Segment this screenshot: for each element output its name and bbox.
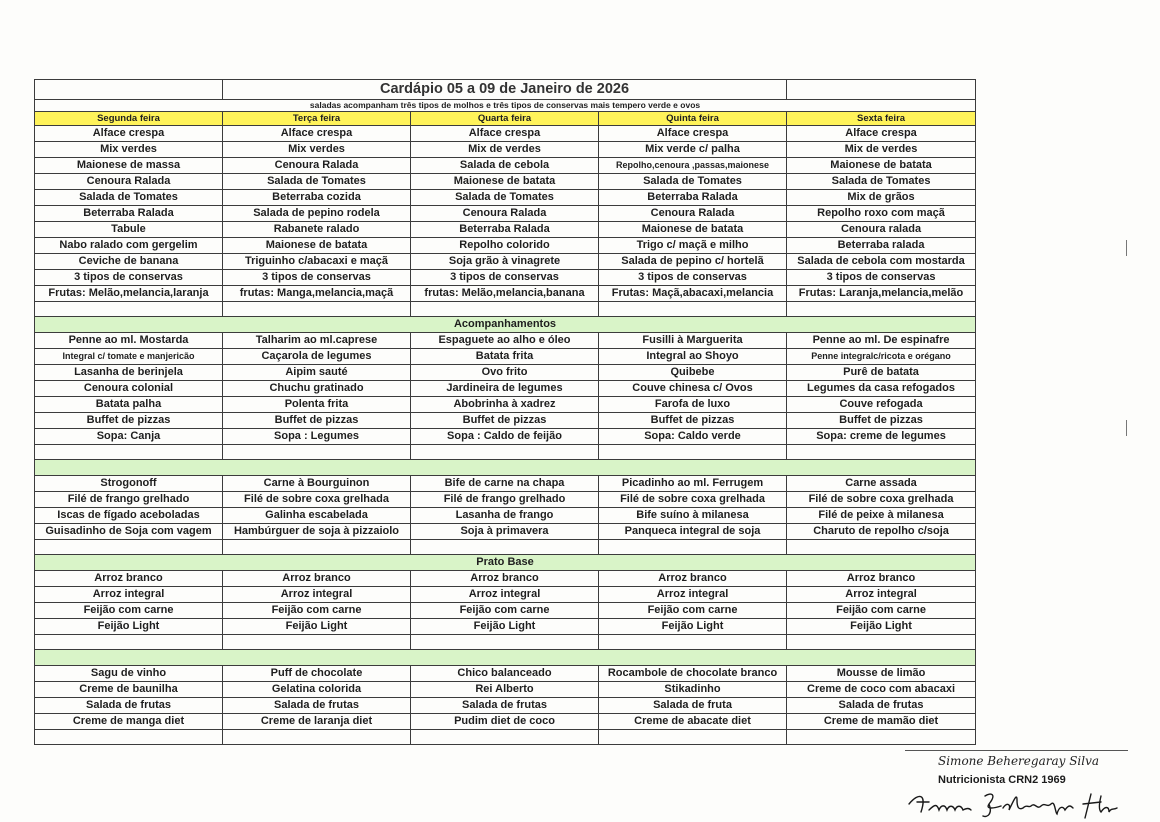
menu-cell: Batata frita xyxy=(411,349,599,365)
menu-cell: Strogonoff xyxy=(35,476,223,492)
menu-row xyxy=(35,698,976,714)
menu-cell: Beterraba cozida xyxy=(223,190,411,206)
menu-cell: Polenta frita xyxy=(223,397,411,413)
menu-row xyxy=(35,270,976,286)
menu-cell: Salada de cebola com mostarda xyxy=(787,254,976,270)
empty-cell xyxy=(35,302,223,317)
menu-cell: Ceviche de banana xyxy=(35,254,223,270)
menu-row xyxy=(35,714,976,730)
scan-edge-mark xyxy=(1126,240,1127,256)
menu-cell: Arroz branco xyxy=(223,571,411,587)
menu-cell: Cenoura Ralada xyxy=(223,158,411,174)
menu-cell: Purê de batata xyxy=(787,365,976,381)
menu-cell: Salada de Tomates xyxy=(411,190,599,206)
empty-cell xyxy=(35,730,223,745)
menu-cell: Filé de sobre coxa grelhada xyxy=(599,492,787,508)
section-title xyxy=(35,650,976,666)
empty-cell xyxy=(599,730,787,745)
menu-cell: Creme de coco com abacaxi xyxy=(787,682,976,698)
menu-cell: Arroz branco xyxy=(599,571,787,587)
menu-cell: Bife de carne na chapa xyxy=(411,476,599,492)
menu-cell: Rabanete ralado xyxy=(223,222,411,238)
empty-cell xyxy=(787,730,976,745)
menu-cell: Arroz integral xyxy=(35,587,223,603)
menu-table xyxy=(34,79,976,745)
menu-cell: 3 tipos de conservas xyxy=(787,270,976,286)
section-header-row xyxy=(35,650,976,666)
menu-row xyxy=(35,190,976,206)
menu-cell: Creme de laranja diet xyxy=(223,714,411,730)
menu-cell: Galinha escabelada xyxy=(223,508,411,524)
menu-cell: Feijão com carne xyxy=(411,603,599,619)
menu-cell: 3 tipos de conservas xyxy=(223,270,411,286)
menu-cell: Buffet de pizzas xyxy=(223,413,411,429)
menu-cell: Maionese de massa xyxy=(35,158,223,174)
nutritionist-name: Simone Beheregaray Silva xyxy=(938,754,1100,768)
menu-cell: Alface crespa xyxy=(223,126,411,142)
menu-cell: Alface crespa xyxy=(35,126,223,142)
menu-cell: Lasanha de berinjela xyxy=(35,365,223,381)
menu-cell: Filé de frango grelhado xyxy=(35,492,223,508)
empty-cell xyxy=(223,730,411,745)
empty-cell xyxy=(223,540,411,555)
menu-cell: Rocambole de chocolate branco xyxy=(599,666,787,682)
menu-row xyxy=(35,222,976,238)
menu-cell: Fusilli à Marguerita xyxy=(599,333,787,349)
section-header-row xyxy=(35,317,976,333)
menu-cell: Mix de grãos xyxy=(787,190,976,206)
menu-cell: Salada de Tomates xyxy=(599,174,787,190)
menu-cell: Salada de Tomates xyxy=(35,190,223,206)
section-header-row xyxy=(35,555,976,571)
menu-cell: Charuto de repolho c/soja xyxy=(787,524,976,540)
menu-cell: Salada de pepino c/ hortelã xyxy=(599,254,787,270)
menu-subtitle: saladas acompanham três tipos de molhos e três tipos de conservas mais tempero verde e ovos xyxy=(35,100,976,112)
menu-cell: Chuchu gratinado xyxy=(223,381,411,397)
menu-cell: Feijão com carne xyxy=(35,603,223,619)
menu-cell: Jardineira de legumes xyxy=(411,381,599,397)
menu-cell: Bife suíno à milanesa xyxy=(599,508,787,524)
day-header: Sexta feira xyxy=(787,112,976,126)
menu-row xyxy=(35,206,976,222)
blank-row xyxy=(35,635,976,650)
menu-cell: Abobrinha à xadrez xyxy=(411,397,599,413)
empty-cell xyxy=(35,635,223,650)
menu-row xyxy=(35,476,976,492)
menu-cell: Arroz branco xyxy=(411,571,599,587)
menu-cell: Beterraba ralada xyxy=(787,238,976,254)
menu-cell: Salada de fruta xyxy=(599,698,787,714)
menu-cell: frutas: Manga,melancia,maçã xyxy=(223,286,411,302)
empty-cell xyxy=(599,302,787,317)
menu-cell: Penne ao ml. Mostarda xyxy=(35,333,223,349)
menu-cell: Arroz integral xyxy=(787,587,976,603)
menu-cell: Sopa: Canja xyxy=(35,429,223,445)
menu-row xyxy=(35,174,976,190)
title-row xyxy=(35,80,976,100)
menu-row xyxy=(35,381,976,397)
menu-cell: Quibebe xyxy=(599,365,787,381)
menu-cell: Soja grão à vinagrete xyxy=(411,254,599,270)
menu-cell: Picadinho ao ml. Ferrugem xyxy=(599,476,787,492)
menu-row xyxy=(35,524,976,540)
menu-cell: Beterraba Ralada xyxy=(599,190,787,206)
menu-cell: Maionese de batata xyxy=(223,238,411,254)
empty-cell xyxy=(411,302,599,317)
menu-cell: Puff de chocolate xyxy=(223,666,411,682)
day-header: Quarta feira xyxy=(411,112,599,126)
menu-cell: Feijão Light xyxy=(35,619,223,635)
menu-cell: Triguinho c/abacaxi e maçã xyxy=(223,254,411,270)
menu-cell: Stikadinho xyxy=(599,682,787,698)
menu-cell: Frutas: Melão,melancia,laranja xyxy=(35,286,223,302)
title-right-cell xyxy=(787,80,976,100)
menu-cell: Penne integralc/ricota e orégano xyxy=(787,349,976,365)
menu-cell: 3 tipos de conservas xyxy=(411,270,599,286)
day-header: Quinta feira xyxy=(599,112,787,126)
nutritionist-title: Nutricionista CRN2 1969 xyxy=(938,774,1066,786)
menu-row xyxy=(35,587,976,603)
menu-cell: 3 tipos de conservas xyxy=(599,270,787,286)
menu-row xyxy=(35,365,976,381)
menu-cell: Penne ao ml. De espinafre xyxy=(787,333,976,349)
menu-cell: Salada de Tomates xyxy=(787,174,976,190)
title-left-cell xyxy=(35,80,223,100)
menu-row xyxy=(35,666,976,682)
menu-cell: Feijão Light xyxy=(223,619,411,635)
menu-cell: Sopa: Caldo verde xyxy=(599,429,787,445)
menu-cell: Arroz integral xyxy=(223,587,411,603)
empty-cell xyxy=(411,445,599,460)
menu-cell: Panqueca integral de soja xyxy=(599,524,787,540)
day-header: Segunda feira xyxy=(35,112,223,126)
menu-cell: Cenoura Ralada xyxy=(599,206,787,222)
menu-cell: Maionese de batata xyxy=(599,222,787,238)
menu-row xyxy=(35,603,976,619)
menu-cell: Legumes da casa refogados xyxy=(787,381,976,397)
subtitle-row xyxy=(35,100,976,112)
section-title: Acompanhamentos xyxy=(35,317,976,333)
menu-cell: Filé de frango grelhado xyxy=(411,492,599,508)
menu-cell: Creme de manga diet xyxy=(35,714,223,730)
menu-cell: Buffet de pizzas xyxy=(787,413,976,429)
menu-row xyxy=(35,286,976,302)
menu-cell: Sagu de vinho xyxy=(35,666,223,682)
menu-cell: Couve chinesa c/ Ovos xyxy=(599,381,787,397)
menu-cell: Caçarola de legumes xyxy=(223,349,411,365)
menu-cell: Farofa de luxo xyxy=(599,397,787,413)
menu-cell: Mix verdes xyxy=(223,142,411,158)
menu-cell: Sopa : Legumes xyxy=(223,429,411,445)
menu-cell: Salada de frutas xyxy=(35,698,223,714)
menu-cell: Arroz integral xyxy=(411,587,599,603)
menu-cell: Soja à primavera xyxy=(411,524,599,540)
menu-title: Cardápio 05 a 09 de Janeiro de 2026 xyxy=(223,80,787,100)
empty-cell xyxy=(223,445,411,460)
menu-cell: Maionese de batata xyxy=(787,158,976,174)
menu-cell: Pudim diet de coco xyxy=(411,714,599,730)
menu-cell: Repolho roxo com maçã xyxy=(787,206,976,222)
menu-row xyxy=(35,126,976,142)
menu-cell: Salada de frutas xyxy=(787,698,976,714)
blank-row xyxy=(35,540,976,555)
empty-cell xyxy=(599,540,787,555)
menu-cell: Batata palha xyxy=(35,397,223,413)
menu-cell: Cenoura ralada xyxy=(787,222,976,238)
menu-cell: Chico balanceado xyxy=(411,666,599,682)
menu-cell: Lasanha de frango xyxy=(411,508,599,524)
menu-cell: Feijão Light xyxy=(787,619,976,635)
menu-cell: Salada de Tomates xyxy=(223,174,411,190)
menu-cell: Arroz integral xyxy=(599,587,787,603)
menu-row xyxy=(35,142,976,158)
section-title xyxy=(35,460,976,476)
menu-cell: Alface crespa xyxy=(599,126,787,142)
menu-cell: Buffet de pizzas xyxy=(599,413,787,429)
empty-cell xyxy=(35,540,223,555)
menu-cell: 3 tipos de conservas xyxy=(35,270,223,286)
menu-cell: Carne assada xyxy=(787,476,976,492)
section-header-row xyxy=(35,460,976,476)
handwritten-signature xyxy=(905,786,1130,822)
menu-cell: Repolho,cenoura ,passas,maionese xyxy=(599,158,787,174)
blank-row xyxy=(35,302,976,317)
menu-cell: Mix verdes xyxy=(35,142,223,158)
section-title: Prato Base xyxy=(35,555,976,571)
menu-cell: Arroz branco xyxy=(35,571,223,587)
menu-cell: Nabo ralado com gergelim xyxy=(35,238,223,254)
menu-row xyxy=(35,492,976,508)
menu-row xyxy=(35,158,976,174)
empty-cell xyxy=(223,302,411,317)
menu-cell: Sopa: creme de legumes xyxy=(787,429,976,445)
menu-cell: Rei Alberto xyxy=(411,682,599,698)
menu-cell: Mix de verdes xyxy=(787,142,976,158)
menu-row xyxy=(35,619,976,635)
menu-cell: Beterraba Ralada xyxy=(35,206,223,222)
day-header: Terça feira xyxy=(223,112,411,126)
scan-edge-mark xyxy=(1126,420,1127,436)
empty-cell xyxy=(787,635,976,650)
empty-cell xyxy=(411,540,599,555)
menu-cell: Mousse de limão xyxy=(787,666,976,682)
menu-cell: Frutas: Maçã,abacaxi,melancia xyxy=(599,286,787,302)
menu-cell: Arroz branco xyxy=(787,571,976,587)
menu-cell: Guisadinho de Soja com vagem xyxy=(35,524,223,540)
menu-cell: Salada de frutas xyxy=(411,698,599,714)
empty-cell xyxy=(787,445,976,460)
menu-row xyxy=(35,349,976,365)
menu-cell: Cenoura Ralada xyxy=(35,174,223,190)
menu-cell: Creme de mamão diet xyxy=(787,714,976,730)
menu-cell: Feijão com carne xyxy=(599,603,787,619)
menu-cell: Sopa : Caldo de feijão xyxy=(411,429,599,445)
blank-row xyxy=(35,445,976,460)
menu-row xyxy=(35,429,976,445)
menu-cell: Creme de baunilha xyxy=(35,682,223,698)
menu-cell: Filé de peixe à milanesa xyxy=(787,508,976,524)
menu-cell: Cenoura Ralada xyxy=(411,206,599,222)
menu-cell: Maionese de batata xyxy=(411,174,599,190)
menu-cell: Feijão com carne xyxy=(787,603,976,619)
menu-cell: Frutas: Laranja,melancia,melão xyxy=(787,286,976,302)
empty-cell xyxy=(411,730,599,745)
empty-cell xyxy=(787,540,976,555)
menu-cell: Repolho colorido xyxy=(411,238,599,254)
menu-row xyxy=(35,254,976,270)
menu-cell: Couve refogada xyxy=(787,397,976,413)
menu-row xyxy=(35,682,976,698)
day-header-row xyxy=(35,112,976,126)
menu-cell: frutas: Melão,melancia,banana xyxy=(411,286,599,302)
signature-rule xyxy=(905,750,1128,751)
menu-cell: Tabule xyxy=(35,222,223,238)
menu-row xyxy=(35,397,976,413)
menu-cell: Gelatina colorida xyxy=(223,682,411,698)
empty-cell xyxy=(223,635,411,650)
menu-cell: Cenoura colonial xyxy=(35,381,223,397)
menu-cell: Salada de cebola xyxy=(411,158,599,174)
empty-cell xyxy=(599,445,787,460)
menu-cell: Iscas de fígado aceboladas xyxy=(35,508,223,524)
empty-cell xyxy=(35,445,223,460)
menu-row xyxy=(35,238,976,254)
menu-cell: Feijão com carne xyxy=(223,603,411,619)
menu-cell: Filé de sobre coxa grelhada xyxy=(787,492,976,508)
menu-cell: Alface crespa xyxy=(787,126,976,142)
empty-cell xyxy=(787,302,976,317)
menu-body xyxy=(35,80,976,745)
menu-cell: Integral ao Shoyo xyxy=(599,349,787,365)
menu-cell: Salada de pepino rodela xyxy=(223,206,411,222)
menu-cell: Talharim ao ml.caprese xyxy=(223,333,411,349)
menu-cell: Salada de frutas xyxy=(223,698,411,714)
menu-cell: Creme de abacate diet xyxy=(599,714,787,730)
menu-cell: Buffet de pizzas xyxy=(35,413,223,429)
menu-cell: Ovo frito xyxy=(411,365,599,381)
menu-cell: Aipim sauté xyxy=(223,365,411,381)
menu-row xyxy=(35,571,976,587)
menu-cell: Carne à Bourguinon xyxy=(223,476,411,492)
menu-cell: Buffet de pizzas xyxy=(411,413,599,429)
blank-row xyxy=(35,730,976,745)
menu-cell: Hambúrguer de soja à pizzaiolo xyxy=(223,524,411,540)
menu-row xyxy=(35,333,976,349)
empty-cell xyxy=(411,635,599,650)
empty-cell xyxy=(599,635,787,650)
menu-cell: Beterraba Ralada xyxy=(411,222,599,238)
menu-cell: Trigo c/ maçã e milho xyxy=(599,238,787,254)
menu-row xyxy=(35,508,976,524)
menu-cell: Feijão Light xyxy=(411,619,599,635)
menu-cell: Mix verde c/ palha xyxy=(599,142,787,158)
menu-cell: Espaguete ao alho e óleo xyxy=(411,333,599,349)
menu-row xyxy=(35,413,976,429)
menu-cell: Filé de sobre coxa grelhada xyxy=(223,492,411,508)
menu-cell: Integral c/ tomate e manjericão xyxy=(35,349,223,365)
menu-cell: Alface crespa xyxy=(411,126,599,142)
menu-cell: Feijão Light xyxy=(599,619,787,635)
menu-cell: Mix de verdes xyxy=(411,142,599,158)
